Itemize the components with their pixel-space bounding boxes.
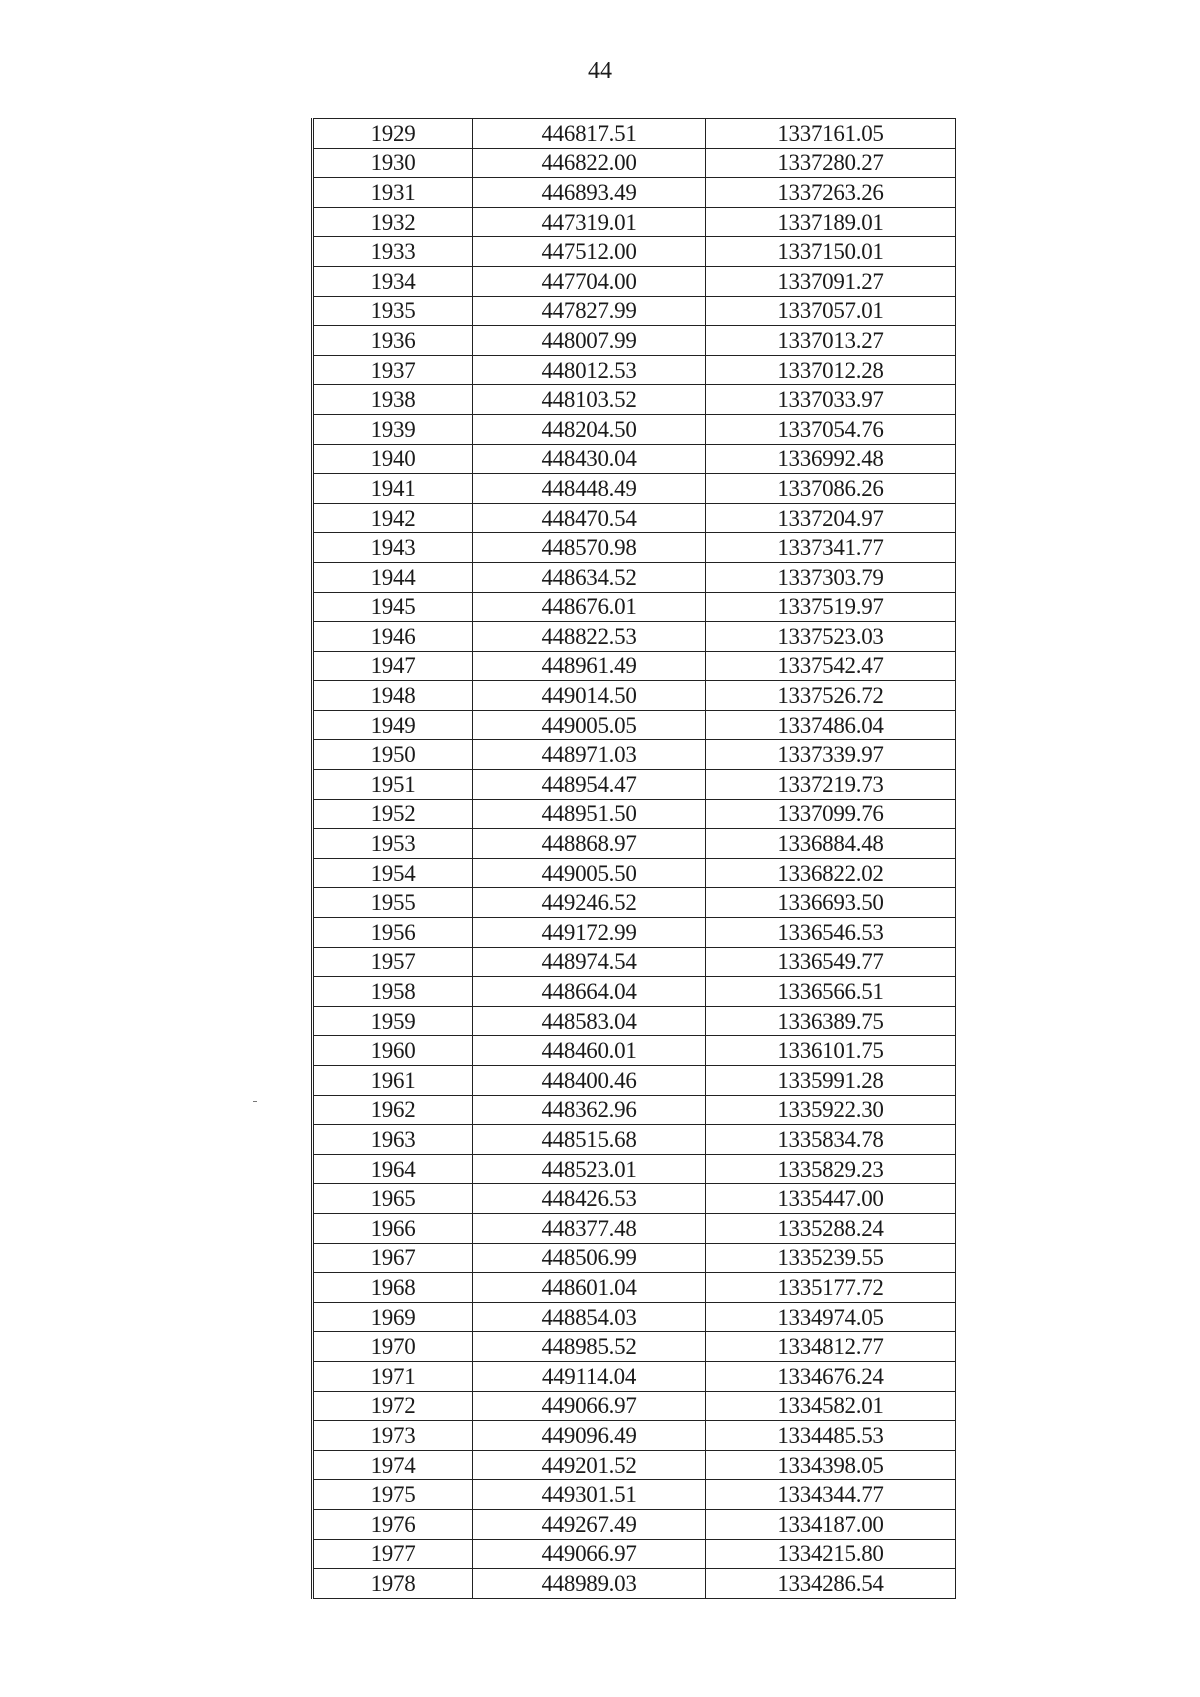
x-coordinate-cell: 448460.01	[473, 1036, 706, 1066]
y-coordinate-cell: 1336822.02	[706, 858, 956, 888]
y-coordinate-cell: 1337280.27	[706, 148, 956, 178]
point-number-cell: 1972	[313, 1391, 473, 1421]
x-coordinate-cell: 448961.49	[473, 651, 706, 681]
y-coordinate-cell: 1337263.26	[706, 178, 956, 208]
point-number-cell: 1935	[313, 296, 473, 326]
y-coordinate-cell: 1337219.73	[706, 770, 956, 800]
y-coordinate-cell: 1334398.05	[706, 1450, 956, 1480]
point-number-cell: 1975	[313, 1480, 473, 1510]
point-number-cell: 1934	[313, 266, 473, 296]
x-coordinate-cell: 448448.49	[473, 474, 706, 504]
y-coordinate-cell: 1335239.55	[706, 1243, 956, 1273]
table-row	[313, 326, 956, 356]
x-coordinate-cell: 448362.96	[473, 1095, 706, 1125]
y-coordinate-cell: 1337161.05	[706, 119, 956, 149]
x-coordinate-cell: 448570.98	[473, 533, 706, 563]
table-row	[313, 1302, 956, 1332]
table-row	[313, 651, 956, 681]
point-number-cell: 1947	[313, 651, 473, 681]
y-coordinate-cell: 1336992.48	[706, 444, 956, 474]
y-coordinate-cell: 1337033.97	[706, 385, 956, 415]
table-row	[313, 1569, 956, 1599]
point-number-cell: 1976	[313, 1509, 473, 1539]
y-coordinate-cell: 1334812.77	[706, 1332, 956, 1362]
point-number-cell: 1936	[313, 326, 473, 356]
point-number-cell: 1945	[313, 592, 473, 622]
x-coordinate-cell: 448664.04	[473, 977, 706, 1007]
point-number-cell: 1946	[313, 622, 473, 652]
table-row	[313, 947, 956, 977]
table-row	[313, 266, 956, 296]
y-coordinate-cell: 1337189.01	[706, 207, 956, 237]
x-coordinate-cell: 448377.48	[473, 1213, 706, 1243]
y-coordinate-cell: 1336546.53	[706, 918, 956, 948]
x-coordinate-cell: 448854.03	[473, 1302, 706, 1332]
x-coordinate-cell: 448951.50	[473, 799, 706, 829]
table-row	[313, 296, 956, 326]
table-row	[313, 1480, 956, 1510]
y-coordinate-cell: 1336389.75	[706, 1006, 956, 1036]
table-row	[313, 1154, 956, 1184]
y-coordinate-cell: 1337091.27	[706, 266, 956, 296]
point-number-cell: 1942	[313, 503, 473, 533]
x-coordinate-cell: 448583.04	[473, 1006, 706, 1036]
point-number-cell: 1957	[313, 947, 473, 977]
y-coordinate-cell: 1337150.01	[706, 237, 956, 267]
y-coordinate-cell: 1337339.97	[706, 740, 956, 770]
table-row	[313, 1036, 956, 1066]
point-number-cell: 1943	[313, 533, 473, 563]
y-coordinate-cell: 1334286.54	[706, 1569, 956, 1599]
table-row	[313, 888, 956, 918]
x-coordinate-cell: 448470.54	[473, 503, 706, 533]
point-number-cell: 1969	[313, 1302, 473, 1332]
table-row	[313, 770, 956, 800]
y-coordinate-cell: 1335177.72	[706, 1273, 956, 1303]
table-row	[313, 1125, 956, 1155]
table-row	[313, 1006, 956, 1036]
table-row	[313, 592, 956, 622]
y-coordinate-cell: 1335834.78	[706, 1125, 956, 1155]
point-number-cell: 1965	[313, 1184, 473, 1214]
y-coordinate-cell: 1337542.47	[706, 651, 956, 681]
y-coordinate-cell: 1334215.80	[706, 1539, 956, 1569]
x-coordinate-cell: 449014.50	[473, 681, 706, 711]
point-number-cell: 1959	[313, 1006, 473, 1036]
table-row	[313, 1332, 956, 1362]
point-number-cell: 1968	[313, 1273, 473, 1303]
x-coordinate-cell: 448601.04	[473, 1273, 706, 1303]
table-row	[313, 710, 956, 740]
x-coordinate-cell: 448868.97	[473, 829, 706, 859]
y-coordinate-cell: 1337057.01	[706, 296, 956, 326]
y-coordinate-cell: 1337204.97	[706, 503, 956, 533]
y-coordinate-cell: 1337012.28	[706, 355, 956, 385]
table-row	[313, 148, 956, 178]
x-coordinate-cell: 448971.03	[473, 740, 706, 770]
table-row	[313, 414, 956, 444]
x-coordinate-cell: 449114.04	[473, 1361, 706, 1391]
point-number-cell: 1954	[313, 858, 473, 888]
x-coordinate-cell: 448954.47	[473, 770, 706, 800]
point-number-cell: 1932	[313, 207, 473, 237]
y-coordinate-cell: 1337341.77	[706, 533, 956, 563]
table-row	[313, 829, 956, 859]
table-row	[313, 918, 956, 948]
table-row	[313, 1391, 956, 1421]
point-number-cell: 1956	[313, 918, 473, 948]
point-number-cell: 1967	[313, 1243, 473, 1273]
y-coordinate-cell: 1334344.77	[706, 1480, 956, 1510]
coordinates-table	[311, 118, 956, 1599]
y-coordinate-cell: 1334485.53	[706, 1421, 956, 1451]
point-number-cell: 1971	[313, 1361, 473, 1391]
page-number: 44	[588, 58, 612, 84]
point-number-cell: 1951	[313, 770, 473, 800]
y-coordinate-cell: 1337054.76	[706, 414, 956, 444]
y-coordinate-cell: 1337523.03	[706, 622, 956, 652]
point-number-cell: 1973	[313, 1421, 473, 1451]
x-coordinate-cell: 449066.97	[473, 1391, 706, 1421]
y-coordinate-cell: 1337086.26	[706, 474, 956, 504]
table-row	[313, 1539, 956, 1569]
x-coordinate-cell: 446893.49	[473, 178, 706, 208]
x-coordinate-cell: 446822.00	[473, 148, 706, 178]
x-coordinate-cell: 448822.53	[473, 622, 706, 652]
table-row	[313, 1213, 956, 1243]
x-coordinate-cell: 447319.01	[473, 207, 706, 237]
table-row	[313, 207, 956, 237]
table-row	[313, 977, 956, 1007]
x-coordinate-cell: 448523.01	[473, 1154, 706, 1184]
y-coordinate-cell: 1337526.72	[706, 681, 956, 711]
y-coordinate-cell: 1336549.77	[706, 947, 956, 977]
y-coordinate-cell: 1334582.01	[706, 1391, 956, 1421]
table-row	[313, 1509, 956, 1539]
point-number-cell: 1930	[313, 148, 473, 178]
x-coordinate-cell: 448204.50	[473, 414, 706, 444]
table-row	[313, 503, 956, 533]
table-row	[313, 681, 956, 711]
table-row	[313, 355, 956, 385]
table-row	[313, 740, 956, 770]
table-row	[313, 622, 956, 652]
x-coordinate-cell: 449172.99	[473, 918, 706, 948]
x-coordinate-cell: 448426.53	[473, 1184, 706, 1214]
table-row	[313, 1184, 956, 1214]
x-coordinate-cell: 448012.53	[473, 355, 706, 385]
x-coordinate-cell: 448515.68	[473, 1125, 706, 1155]
point-number-cell: 1978	[313, 1569, 473, 1599]
point-number-cell: 1963	[313, 1125, 473, 1155]
point-number-cell: 1966	[313, 1213, 473, 1243]
y-coordinate-cell: 1336884.48	[706, 829, 956, 859]
y-coordinate-cell: 1337099.76	[706, 799, 956, 829]
point-number-cell: 1953	[313, 829, 473, 859]
y-coordinate-cell: 1335288.24	[706, 1213, 956, 1243]
y-coordinate-cell: 1337013.27	[706, 326, 956, 356]
coordinates-table-container	[311, 118, 954, 1599]
x-coordinate-cell: 448103.52	[473, 385, 706, 415]
table-row	[313, 444, 956, 474]
point-number-cell: 1952	[313, 799, 473, 829]
x-coordinate-cell: 447704.00	[473, 266, 706, 296]
scan-artifact-mark	[253, 1101, 257, 1102]
point-number-cell: 1939	[313, 414, 473, 444]
point-number-cell: 1962	[313, 1095, 473, 1125]
table-row	[313, 562, 956, 592]
x-coordinate-cell: 448506.99	[473, 1243, 706, 1273]
x-coordinate-cell: 448974.54	[473, 947, 706, 977]
y-coordinate-cell: 1336566.51	[706, 977, 956, 1007]
x-coordinate-cell: 448985.52	[473, 1332, 706, 1362]
x-coordinate-cell: 447827.99	[473, 296, 706, 326]
x-coordinate-cell: 448634.52	[473, 562, 706, 592]
point-number-cell: 1929	[313, 119, 473, 149]
y-coordinate-cell: 1336101.75	[706, 1036, 956, 1066]
point-number-cell: 1937	[313, 355, 473, 385]
y-coordinate-cell: 1335991.28	[706, 1066, 956, 1096]
point-number-cell: 1950	[313, 740, 473, 770]
x-coordinate-cell: 448989.03	[473, 1569, 706, 1599]
table-row	[313, 178, 956, 208]
point-number-cell: 1964	[313, 1154, 473, 1184]
table-row	[313, 1066, 956, 1096]
point-number-cell: 1938	[313, 385, 473, 415]
coordinates-table-body	[313, 119, 956, 1599]
x-coordinate-cell: 449005.05	[473, 710, 706, 740]
y-coordinate-cell: 1337519.97	[706, 592, 956, 622]
point-number-cell: 1944	[313, 562, 473, 592]
table-row	[313, 1243, 956, 1273]
x-coordinate-cell: 449267.49	[473, 1509, 706, 1539]
point-number-cell: 1940	[313, 444, 473, 474]
point-number-cell: 1933	[313, 237, 473, 267]
x-coordinate-cell: 448400.46	[473, 1066, 706, 1096]
table-row	[313, 1421, 956, 1451]
point-number-cell: 1960	[313, 1036, 473, 1066]
x-coordinate-cell: 448430.04	[473, 444, 706, 474]
point-number-cell: 1949	[313, 710, 473, 740]
x-coordinate-cell: 448007.99	[473, 326, 706, 356]
point-number-cell: 1955	[313, 888, 473, 918]
point-number-cell: 1931	[313, 178, 473, 208]
y-coordinate-cell: 1337303.79	[706, 562, 956, 592]
table-row	[313, 1273, 956, 1303]
point-number-cell: 1941	[313, 474, 473, 504]
y-coordinate-cell: 1337486.04	[706, 710, 956, 740]
x-coordinate-cell: 448676.01	[473, 592, 706, 622]
x-coordinate-cell: 447512.00	[473, 237, 706, 267]
x-coordinate-cell: 449201.52	[473, 1450, 706, 1480]
point-number-cell: 1948	[313, 681, 473, 711]
y-coordinate-cell: 1335447.00	[706, 1184, 956, 1214]
point-number-cell: 1970	[313, 1332, 473, 1362]
x-coordinate-cell: 449066.97	[473, 1539, 706, 1569]
y-coordinate-cell: 1334676.24	[706, 1361, 956, 1391]
table-row	[313, 119, 956, 149]
table-row	[313, 1095, 956, 1125]
y-coordinate-cell: 1336693.50	[706, 888, 956, 918]
point-number-cell: 1977	[313, 1539, 473, 1569]
x-coordinate-cell: 449096.49	[473, 1421, 706, 1451]
table-row	[313, 533, 956, 563]
y-coordinate-cell: 1334187.00	[706, 1509, 956, 1539]
y-coordinate-cell: 1335922.30	[706, 1095, 956, 1125]
point-number-cell: 1961	[313, 1066, 473, 1096]
point-number-cell: 1958	[313, 977, 473, 1007]
table-row	[313, 1361, 956, 1391]
table-row	[313, 474, 956, 504]
y-coordinate-cell: 1334974.05	[706, 1302, 956, 1332]
point-number-cell: 1974	[313, 1450, 473, 1480]
table-row	[313, 385, 956, 415]
x-coordinate-cell: 449246.52	[473, 888, 706, 918]
y-coordinate-cell: 1335829.23	[706, 1154, 956, 1184]
x-coordinate-cell: 449005.50	[473, 858, 706, 888]
x-coordinate-cell: 449301.51	[473, 1480, 706, 1510]
table-row	[313, 1450, 956, 1480]
table-row	[313, 858, 956, 888]
table-row	[313, 237, 956, 267]
table-row	[313, 799, 956, 829]
x-coordinate-cell: 446817.51	[473, 119, 706, 149]
